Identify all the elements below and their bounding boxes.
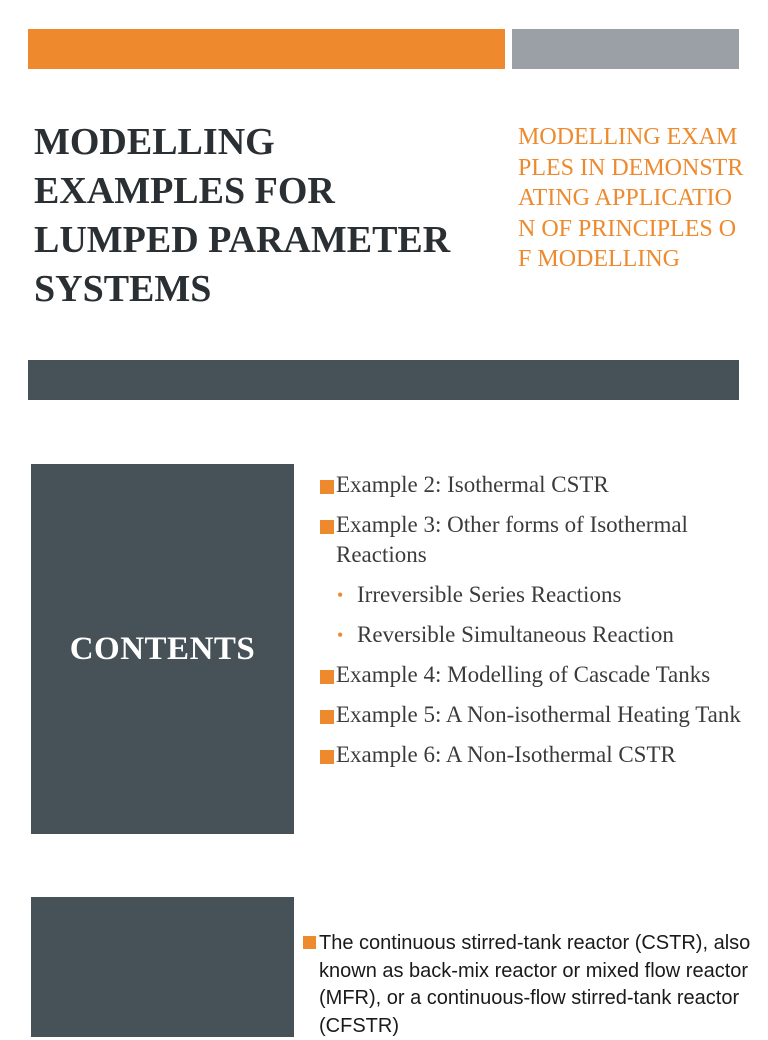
slide-subtitle: MODELLING EXAMPLES IN DEMONSTRATING APPLICATION OF PRINCIPLES OF MODELLING xyxy=(518,124,744,272)
list-item-example-5: Example 5: A Non-isothermal Heating Tank xyxy=(318,700,748,730)
slide3-bullet-text: The continuous stirred-tank reactor (CSTR), also known as back-mix reactor or mixed flow reactor (MFR), or a continuous-flow stirred-tank reactor (CFSTR) xyxy=(300,930,768,1040)
slide-title: MODELLING EXAMPLES FOR LUMPED PARAMETER SYSTEMS xyxy=(34,121,451,310)
list-item-example-2: Example 2: Isothermal CSTR xyxy=(318,470,748,500)
list-item-example-6: Example 6: A Non-Isothermal CSTR xyxy=(318,740,748,770)
list-item-example-3: Example 3: Other forms of Isothermal Reactions xyxy=(318,510,748,570)
header-accent-bar xyxy=(28,29,505,69)
contents-heading: CONTENTS xyxy=(69,630,256,667)
list-subitem-irreversible: • Irreversible Series Reactions xyxy=(318,580,748,610)
contents-panel xyxy=(31,464,294,834)
footer-dark-bar xyxy=(28,360,739,400)
header-gray-bar xyxy=(512,29,739,69)
list-item-example-4: Example 4: Modelling of Cascade Tanks xyxy=(318,660,748,690)
slide3-dark-panel xyxy=(31,897,294,1037)
contents-list xyxy=(318,470,748,780)
list-subitem-reversible: • Reversible Simultaneous Reaction xyxy=(318,620,748,650)
